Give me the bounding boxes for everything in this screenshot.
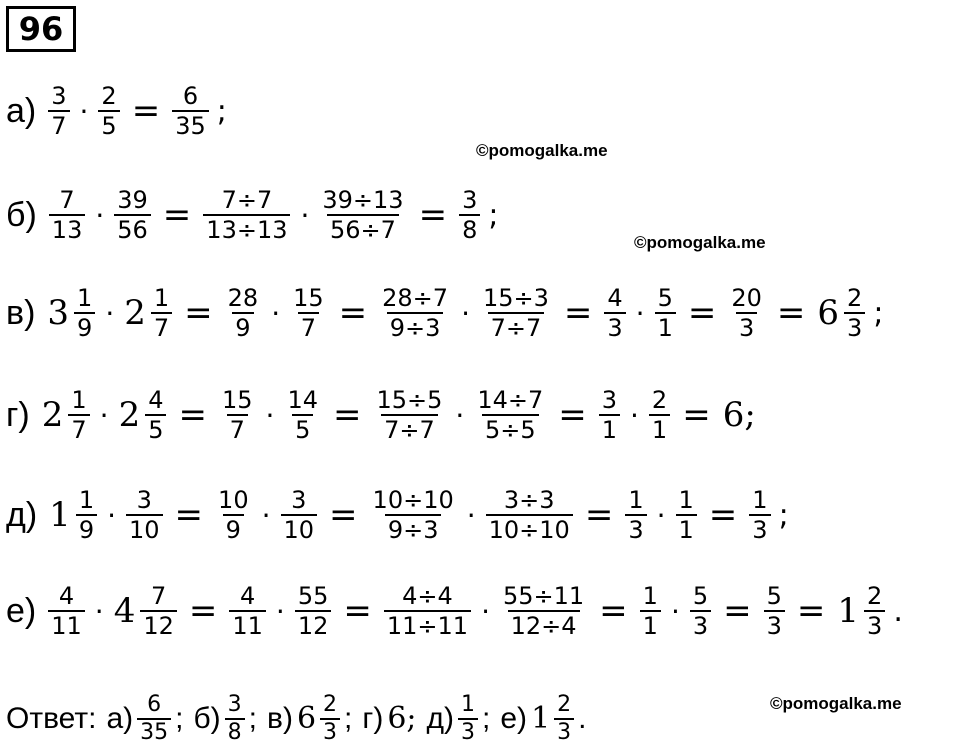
- numerator: 2: [101, 82, 117, 110]
- denominator: 7: [48, 110, 69, 140]
- denominator: 5: [292, 414, 313, 444]
- fraction: [74, 284, 95, 343]
- denominator: 1: [655, 312, 676, 342]
- denominator: 3: [864, 610, 885, 640]
- numerator: 1: [628, 486, 644, 514]
- equals-sign: =: [682, 395, 711, 436]
- numerator: 2: [651, 386, 668, 414]
- solution-row-v: [6, 284, 883, 343]
- denominator: 5: [145, 414, 166, 444]
- denominator: 7: [298, 312, 319, 342]
- numerator: 2: [323, 692, 338, 717]
- denominator: 9÷3: [387, 312, 444, 342]
- equals-sign: =: [558, 395, 587, 436]
- equals-sign: =: [329, 495, 358, 536]
- whole-part: 2: [124, 293, 146, 334]
- answer-label: а): [106, 701, 134, 735]
- equals-sign: =: [343, 591, 372, 632]
- numerator: 55: [297, 582, 329, 610]
- denominator: 5: [98, 110, 119, 140]
- numerator: 4: [58, 582, 75, 610]
- equals-sign: =: [723, 591, 752, 632]
- denominator: 5÷5: [482, 414, 539, 444]
- equals-sign: =: [188, 591, 218, 632]
- fraction: [599, 386, 620, 445]
- equals-sign: =: [687, 293, 717, 334]
- multiply-dot: ·: [455, 398, 465, 432]
- whole-part: 4: [113, 591, 136, 632]
- denominator: 1: [649, 414, 670, 444]
- denominator: 13÷13: [203, 214, 290, 244]
- numerator: 14÷7: [477, 386, 544, 414]
- numerator: 5: [692, 582, 709, 610]
- denominator: 3: [458, 718, 478, 746]
- multiply-dot: ·: [481, 594, 490, 628]
- watermark: ©pomogalka.me: [770, 694, 902, 713]
- numerator: 3: [601, 386, 618, 414]
- denominator: 3: [320, 718, 340, 746]
- numerator: 4÷4: [402, 582, 453, 610]
- numerator: 1: [461, 692, 476, 717]
- numerator: 39: [117, 186, 148, 214]
- numerator: 3÷3: [503, 486, 555, 514]
- multiply-dot: ·: [630, 398, 639, 432]
- numerator: 14: [287, 386, 318, 414]
- numerator: 10: [218, 486, 249, 514]
- fraction: [500, 582, 587, 641]
- fraction: [844, 284, 865, 343]
- numerator: 1: [71, 386, 87, 414]
- fraction: [114, 186, 151, 245]
- denominator: 3: [844, 312, 865, 342]
- numerator: 15: [293, 284, 324, 312]
- fraction: [480, 284, 552, 343]
- fraction: [728, 284, 765, 343]
- multiply-dot: ·: [94, 594, 104, 628]
- equals-sign: =: [338, 293, 368, 334]
- whole-part: 1: [49, 495, 71, 536]
- row-label: д): [6, 495, 38, 534]
- multiply-dot: ·: [99, 398, 109, 432]
- multiply-dot: ·: [461, 296, 470, 330]
- numerator: 15÷5: [376, 386, 443, 414]
- equals-sign: =: [796, 591, 826, 632]
- multiply-dot: ·: [466, 498, 476, 532]
- equals-sign: =: [178, 395, 207, 436]
- equals-sign: =: [418, 195, 448, 236]
- numerator: 1: [752, 486, 768, 514]
- answer-label: б): [193, 701, 221, 735]
- fraction: [764, 582, 785, 641]
- denominator: 3: [554, 718, 574, 746]
- numerator: 5: [766, 582, 782, 610]
- fraction: [137, 692, 171, 746]
- whole-part: 2: [118, 395, 141, 436]
- denominator: 12: [140, 610, 177, 640]
- answer-label: д): [426, 701, 455, 735]
- fraction: [749, 486, 770, 545]
- numerator: 2: [867, 582, 883, 610]
- fraction: [225, 284, 262, 343]
- equals-sign: =: [599, 591, 628, 632]
- whole-part: 6: [817, 293, 840, 334]
- denominator: 7÷7: [381, 414, 438, 444]
- fraction: [203, 186, 290, 245]
- numerator: 15÷3: [482, 284, 549, 312]
- solution-row-g: [6, 386, 757, 445]
- row-end: ;: [216, 93, 227, 129]
- fraction: [459, 186, 480, 245]
- answer-label: е): [500, 701, 528, 735]
- whole-part: 2: [41, 395, 64, 436]
- numerator: 1: [678, 486, 694, 514]
- numerator: 1: [153, 284, 170, 312]
- fraction: [284, 386, 321, 445]
- numerator: 4: [240, 582, 256, 610]
- fraction: [225, 692, 245, 746]
- watermark: ©pomogalka.me: [476, 141, 608, 160]
- denominator: 10: [126, 514, 163, 544]
- denominator: 1: [676, 514, 697, 544]
- row-end: .: [893, 593, 903, 629]
- equals-sign: =: [184, 293, 213, 334]
- whole-part: 3: [47, 293, 70, 334]
- row-end: ;: [778, 497, 789, 533]
- fraction: [295, 582, 332, 641]
- fraction: [373, 386, 445, 445]
- multiply-dot: ·: [670, 594, 680, 628]
- denominator: 12: [295, 610, 332, 640]
- numerator: 20: [731, 284, 762, 312]
- denominator: 7÷7: [488, 312, 545, 342]
- denominator: 13: [49, 214, 86, 244]
- whole-part: 1: [837, 591, 860, 632]
- denominator: 7: [151, 312, 172, 342]
- numerator: 3: [291, 486, 307, 514]
- numerator: 55÷11: [502, 582, 585, 610]
- answer-value: 6;: [387, 701, 417, 737]
- fraction: [219, 386, 256, 445]
- multiply-dot: ·: [275, 594, 285, 628]
- fraction: [655, 284, 676, 343]
- multiply-dot: ·: [271, 296, 281, 330]
- fraction: [320, 692, 340, 746]
- fraction: [554, 692, 574, 746]
- numerator: 3: [227, 692, 242, 717]
- equals-sign: =: [563, 293, 593, 334]
- fraction: [140, 582, 177, 641]
- fraction: [319, 186, 406, 245]
- denominator: 8: [459, 214, 480, 244]
- multiply-dot: ·: [656, 498, 666, 532]
- denominator: 9: [76, 514, 97, 544]
- fraction: [604, 284, 625, 343]
- fraction: [864, 582, 885, 641]
- answer-sep: ;: [482, 701, 491, 735]
- numerator: 4: [607, 284, 623, 312]
- row-label: в): [6, 293, 36, 332]
- equals-sign: =: [332, 395, 362, 436]
- numerator: 4: [148, 386, 164, 414]
- denominator: 9÷3: [385, 514, 442, 544]
- fraction: [145, 386, 166, 445]
- multiply-dot: ·: [635, 296, 645, 330]
- denominator: 11: [48, 610, 85, 640]
- numerator: 5: [657, 284, 673, 312]
- fraction: [625, 486, 646, 545]
- numerator: 6: [147, 692, 162, 717]
- fraction: [151, 284, 172, 343]
- numerator: 1: [77, 284, 93, 312]
- equals-sign: =: [776, 293, 806, 334]
- multiply-dot: ·: [95, 198, 105, 232]
- numerator: 1: [78, 486, 95, 514]
- answer-label: г): [362, 701, 384, 735]
- whole-part: 6: [296, 701, 317, 737]
- denominator: 9: [223, 514, 244, 544]
- numerator: 2: [557, 692, 572, 717]
- fraction: [126, 486, 163, 545]
- whole-part: 1: [531, 701, 551, 737]
- solution-row-b: [6, 186, 498, 245]
- denominator: 3: [764, 610, 785, 640]
- fraction: [48, 582, 85, 641]
- fraction: [290, 284, 327, 343]
- denominator: 35: [137, 718, 171, 746]
- fraction: [640, 582, 661, 641]
- fraction: [458, 692, 478, 746]
- fraction: [384, 582, 471, 641]
- fraction: [49, 186, 86, 245]
- equals-sign: =: [708, 495, 738, 536]
- row-end: ;: [488, 197, 499, 233]
- row-label: б): [6, 195, 37, 234]
- fraction: [486, 486, 573, 545]
- denominator: 10: [281, 514, 318, 544]
- multiply-dot: ·: [107, 498, 116, 532]
- multiply-dot: ·: [79, 94, 89, 128]
- fraction: [676, 486, 697, 545]
- fraction: [474, 386, 546, 445]
- equals-sign: =: [584, 495, 614, 536]
- numerator: 15: [221, 386, 253, 414]
- answer-sep: ;: [175, 701, 184, 735]
- fraction: [98, 82, 119, 141]
- fraction: [68, 386, 89, 445]
- solution-row-a: [6, 82, 227, 141]
- fraction: [690, 582, 711, 641]
- numerator: 28÷7: [382, 284, 449, 312]
- denominator: 3: [625, 514, 646, 544]
- equals-sign: =: [131, 91, 161, 132]
- numerator: 7÷7: [221, 186, 273, 214]
- watermark: ©pomogalka.me: [634, 233, 766, 252]
- row-label: а): [6, 91, 37, 130]
- fraction: [370, 486, 457, 545]
- denominator: 1: [640, 610, 661, 640]
- answer-line: [6, 692, 587, 746]
- numerator: 2: [847, 284, 863, 312]
- fraction: [281, 486, 318, 545]
- denominator: 56: [114, 214, 151, 244]
- answer-label: в): [267, 701, 293, 735]
- denominator: 11: [229, 610, 266, 640]
- fraction: [649, 386, 670, 445]
- numerator: 7: [59, 186, 75, 214]
- denominator: 9: [232, 312, 253, 342]
- multiply-dot: ·: [105, 296, 115, 330]
- denominator: 10÷10: [486, 514, 573, 544]
- numerator: 3: [136, 486, 152, 514]
- row-end: ;: [873, 295, 884, 331]
- numerator: 6: [182, 82, 199, 110]
- numerator: 3: [462, 186, 478, 214]
- numerator: 39÷13: [322, 186, 404, 214]
- numerator: 28: [227, 284, 259, 312]
- fraction: [229, 582, 266, 641]
- fraction: [379, 284, 451, 343]
- fraction: [172, 82, 209, 141]
- denominator: 3: [690, 610, 711, 640]
- solution-row-e: [6, 582, 903, 641]
- answer-sep: ;: [344, 701, 353, 735]
- multiply-dot: ·: [265, 398, 275, 432]
- denominator: 8: [225, 718, 245, 746]
- denominator: 3: [736, 312, 757, 342]
- row-label: е): [6, 591, 37, 630]
- numerator: 10÷10: [372, 486, 454, 514]
- denominator: 7: [68, 414, 89, 444]
- denominator: 12÷4: [508, 610, 580, 640]
- problem-number: 96: [6, 6, 76, 52]
- multiply-dot: ·: [300, 198, 310, 232]
- denominator: 56÷7: [327, 214, 399, 244]
- answer-sep: ;: [248, 701, 258, 735]
- denominator: 35: [172, 110, 209, 140]
- numerator: 3: [51, 82, 67, 110]
- equals-sign: =: [162, 195, 192, 236]
- denominator: 3: [749, 514, 770, 544]
- denominator: 9: [74, 312, 95, 342]
- numerator: 1: [642, 582, 658, 610]
- multiply-dot: ·: [261, 498, 271, 532]
- solution-row-d: [6, 486, 789, 545]
- denominator: 7: [227, 414, 248, 444]
- answer-title: Ответ:: [6, 701, 97, 735]
- denominator: 3: [604, 312, 625, 342]
- result-value: 6;: [722, 395, 756, 436]
- row-label: г): [6, 395, 30, 434]
- fraction: [215, 486, 252, 545]
- fraction: [48, 82, 69, 141]
- denominator: 11÷11: [384, 610, 471, 640]
- fraction: [76, 486, 97, 545]
- equals-sign: =: [174, 495, 204, 536]
- denominator: 1: [599, 414, 620, 444]
- numerator: 7: [150, 582, 167, 610]
- answer-sep: .: [578, 701, 587, 735]
